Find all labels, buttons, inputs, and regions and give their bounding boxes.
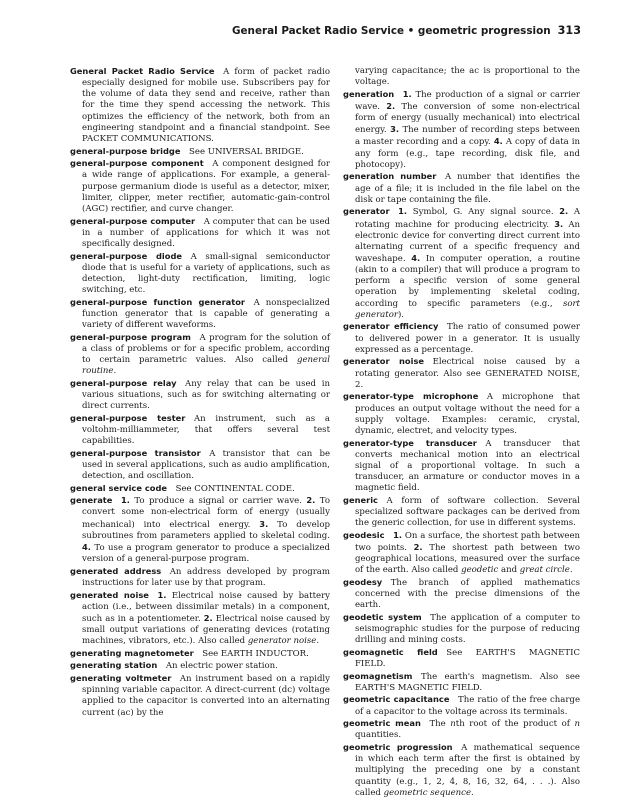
glossary-entry xyxy=(343,577,580,611)
entry-term: generated noise xyxy=(70,589,149,600)
entry-definition: A microphone that produces an output voltage without the need for a supply voltage. Examples: ceramic, crystal, dynamic, electret, and velocity types. xyxy=(355,392,580,436)
entry-term: general-purpose relay xyxy=(70,377,177,388)
glossary-entry xyxy=(70,332,330,378)
sense-definition: The number of recording steps between a master recording and a copy. xyxy=(355,125,581,148)
entry-term: generic xyxy=(343,494,378,505)
glossary-entry xyxy=(70,297,330,331)
entry-definition: See EARTH INDUCTOR. xyxy=(202,648,309,659)
glossary-entry xyxy=(343,171,580,205)
sense-number: 3. xyxy=(259,518,269,529)
sense-definition: The conversion of some non-electrical form of energy (usually mechanical) into electrical energy. xyxy=(355,101,581,136)
sense-definition: To use a program generator to produce a specialized version of a general-purpose program. xyxy=(82,542,330,565)
entry-term: generator xyxy=(343,206,390,217)
sense-number: 3. xyxy=(390,124,399,135)
glossary-entry xyxy=(343,742,580,799)
entry-definition: A program for the solution of a class of problems or for a specific problem, according to certain parametric values. Also called general routine. xyxy=(82,332,330,377)
glossary-entry xyxy=(70,216,330,250)
glossary-entry xyxy=(70,648,330,660)
glossary-entry xyxy=(70,673,330,719)
entry-term: generator-type microphone xyxy=(343,391,479,402)
entry-definition: The nth root of the product of n quantities. xyxy=(355,719,581,741)
sense-number: 2. xyxy=(413,541,423,552)
sense-number: 1. xyxy=(393,529,403,540)
entry-definition: An instrument, such as a voltohm-milliammeter, that offers several test capabilities. xyxy=(82,413,330,446)
continued-entry: varying capacitance; the ac is proportional to the voltage. xyxy=(355,66,580,88)
glossary-entry xyxy=(343,495,580,529)
entry-definition: See EARTH'S MAGNETIC FIELD. xyxy=(355,647,580,669)
glossary-entry xyxy=(343,647,580,670)
entry-term: geometric progression xyxy=(343,742,453,753)
sense-definition: In computer operation, a routine (akin to a compiler) that will produce a program to perform a specific version of some general operation by implementing skeletal coding, according to specific parameters (e.g., sort generator). xyxy=(355,254,581,320)
sense-definition: Electrical noise caused by battery action (i.e., between dissimilar metals) in a component, such as in a potentiometer. xyxy=(82,590,330,624)
sense-definition: To develop subroutines from parameters applied to skeletal coding. xyxy=(82,519,331,541)
glossary-entry xyxy=(70,146,330,158)
entry-definition: A transducer that converts mechanical motion into an electrical signal of a proportional voltage. In such a transducer, an armature or conductor moves in a magnetic field. xyxy=(355,438,580,494)
glossary-entry xyxy=(70,495,330,565)
entry-term: generation xyxy=(343,88,395,99)
entry-term: general-purpose function generator xyxy=(70,296,246,307)
sense-definition: Symbol, G. Any signal source. xyxy=(412,207,554,218)
sense-definition: A copy of data in any form (e.g., tape recording, disk file, and photocopy). xyxy=(355,137,581,170)
glossary-entry xyxy=(343,694,580,717)
left-column xyxy=(70,66,330,719)
entry-term: geomagnetism xyxy=(343,670,413,681)
sense-number: 1. xyxy=(398,206,408,217)
sense-number: 4. xyxy=(493,136,503,147)
entry-term: generator-type transducer xyxy=(343,437,477,448)
entry-definition: Electrical noise caused by a rotating generator. Also see GENERATED NOISE, 2. xyxy=(355,357,580,390)
sense-definition: An electronic device for converting direct current into alternating current of a specific frequency and waveshape. xyxy=(355,219,581,264)
glossary-entry xyxy=(343,206,580,321)
glossary-entry xyxy=(70,158,330,215)
entry-term: generation number xyxy=(343,171,437,182)
entry-term: general service code xyxy=(70,482,168,493)
glossary-entry xyxy=(70,483,330,495)
entry-term: general-purpose diode xyxy=(70,250,183,261)
entry-definition: A transistor that can be used in several applications, such as audio amplification, detection, and oscillation. xyxy=(82,448,330,481)
glossary-entry xyxy=(343,718,580,741)
sense-number: 2. xyxy=(203,612,213,623)
entry-definition: The application of a computer to seismographic studies for the purpose of reducing drilling and mining costs. xyxy=(355,612,580,646)
glossary-entry xyxy=(343,612,580,646)
entry-term: generate xyxy=(70,495,113,506)
entry-term: generating magnetometer xyxy=(70,647,194,658)
glossary-entry xyxy=(343,356,580,390)
entry-definition: An address developed by program instructions for later use by that program. xyxy=(82,566,330,588)
glossary-entry xyxy=(70,590,330,648)
entry-definition: Any relay that can be used in various situations, such as for switching alternating or direct currents. xyxy=(82,378,330,412)
sense-definition: The production of a signal or carrier wave. xyxy=(355,89,581,112)
glossary-entry xyxy=(70,66,330,145)
glossary-entry xyxy=(70,251,330,297)
entry-term: geodesy xyxy=(343,576,383,587)
sense-definition: To produce a signal or carrier wave. xyxy=(134,496,302,507)
sense-number: 4. xyxy=(411,253,421,263)
entry-definition: A component designed for a wide range of applications. For example, a general-purpose germanium diode is useful as a detector, mixer, limiter, clipper, meter rectifier, automatic-gain-control (AGC) rectifier, and curve changer. xyxy=(82,159,330,214)
glossary-entry xyxy=(70,413,330,447)
sense-number: 4. xyxy=(82,541,91,552)
page-number: 313 xyxy=(557,24,581,37)
sense-number: 1. xyxy=(157,589,167,600)
running-header xyxy=(232,24,581,37)
entry-definition: A computer that can be used in a number of applications for which it was not specifically designed. xyxy=(82,216,330,249)
entry-term: general-purpose computer xyxy=(70,215,196,226)
entry-definition: See CONTINENTAL CODE. xyxy=(175,483,295,494)
running-title: General Packet Radio Service • geometric progression xyxy=(231,25,551,37)
sense-definition: On a surface, the shortest path between two points. xyxy=(355,530,581,553)
entry-term: geodesic xyxy=(343,529,385,540)
sense-number: 2. xyxy=(559,206,569,217)
entry-definition: The earth's magnetism. Also see EARTH'S MAGNETIC FIELD. xyxy=(355,671,580,693)
sense-number: 1. xyxy=(120,495,130,506)
glossary-entry xyxy=(343,391,580,437)
entry-term: geometric mean xyxy=(343,718,421,729)
sense-definition: A rotating machine for producing electricity. xyxy=(355,207,581,230)
entry-term: generating station xyxy=(70,660,158,671)
glossary-entry xyxy=(70,566,330,589)
entry-term: geodetic system xyxy=(343,611,422,622)
entry-term: general-purpose bridge xyxy=(70,145,181,156)
entry-term: general-purpose transistor xyxy=(70,447,201,458)
entry-term: geometric capacitance xyxy=(343,694,450,705)
sense-number: 1. xyxy=(402,88,412,99)
entry-term: generator efficiency xyxy=(343,321,439,332)
entry-term: generated address xyxy=(70,565,162,576)
entry-definition: The ratio of the free charge of a capacitor to the voltage across its terminals. xyxy=(355,695,580,717)
glossary-entry xyxy=(343,438,580,495)
entry-term: generating voltmeter xyxy=(70,673,172,684)
entry-definition: The branch of applied mathematics concerned with the precise dimensions of the earth. xyxy=(355,577,580,611)
sense-definition: Electrical noise caused by small output variations of generating devices (rotating machines, vibrators, etc.). Also called generator noise. xyxy=(82,613,331,647)
entry-term: General Packet Radio Service xyxy=(70,66,215,76)
sense-number: 3. xyxy=(554,218,564,229)
entry-definition: A number that identifies the age of a file; it is included in the file label on the disk or tape containing the file. xyxy=(355,172,580,205)
glossary-entry xyxy=(70,378,330,412)
glossary-entry xyxy=(343,530,580,577)
entry-definition: See UNIVERSAL BRIDGE. xyxy=(189,146,304,157)
entry-term: general-purpose component xyxy=(70,158,204,169)
entry-definition: A mathematical sequence in which each term after the first is obtained by multiplying the preceding one by a constant quantity (e.g., 1, 2, 4, 8, 16, 32, 64, . . .). Also called geometric sequence. xyxy=(355,743,580,798)
sense-definition: The shortest path between two geographical locations, measured over the surface of the earth. Also called geodetic and great circle. xyxy=(355,542,580,576)
glossary-entry xyxy=(343,321,580,355)
sense-definition: To convert some non-electrical form of energy (usually mechanical) into electrical energy. xyxy=(82,496,330,530)
entry-term: general-purpose tester xyxy=(70,412,186,423)
right-column xyxy=(343,66,580,799)
entry-definition: An instrument based on a rapidly spinning variable capacitor. A direct-current (dc) voltage applied to the capacitor is converted into an alternating current (ac) by the xyxy=(82,674,330,718)
sense-number: 2. xyxy=(386,100,396,111)
entry-definition: A small-signal semiconductor diode that is useful for a variety of applications, such as detection, light-duty rectification, limiting, logic switching, etc. xyxy=(82,251,330,295)
entry-definition: A form of software collection. Several specialized software packages can be derived from the generic collection, for use in different systems. xyxy=(355,495,580,529)
glossary-entry xyxy=(343,89,580,171)
glossary-entry xyxy=(70,660,330,672)
entry-definition: A nonspecialized function generator that is capable of generating a variety of different waveforms. xyxy=(82,297,330,330)
glossary-entry xyxy=(343,671,580,694)
entry-definition: A form of packet radio especially designed for mobile use. Subscribers pay for the volume of data they send and receive, rather than for the time they spend accessing the network. This optimizes the efficiency of the network, both from an engineering standpoint and a financial standpoint. See PACKET COMMUNICATIONS. xyxy=(82,67,330,144)
glossary-entry xyxy=(70,448,330,482)
entry-term: generator noise xyxy=(343,356,425,367)
entry-term: geomagnetic field xyxy=(343,646,438,657)
entry-definition: The ratio of consumed power to delivered power in a generator. It is usually expressed as a percentage. xyxy=(355,322,580,355)
entry-definition: An electric power station. xyxy=(165,661,278,672)
sense-number: 2. xyxy=(306,495,316,506)
entry-term: general-purpose program xyxy=(70,331,191,342)
